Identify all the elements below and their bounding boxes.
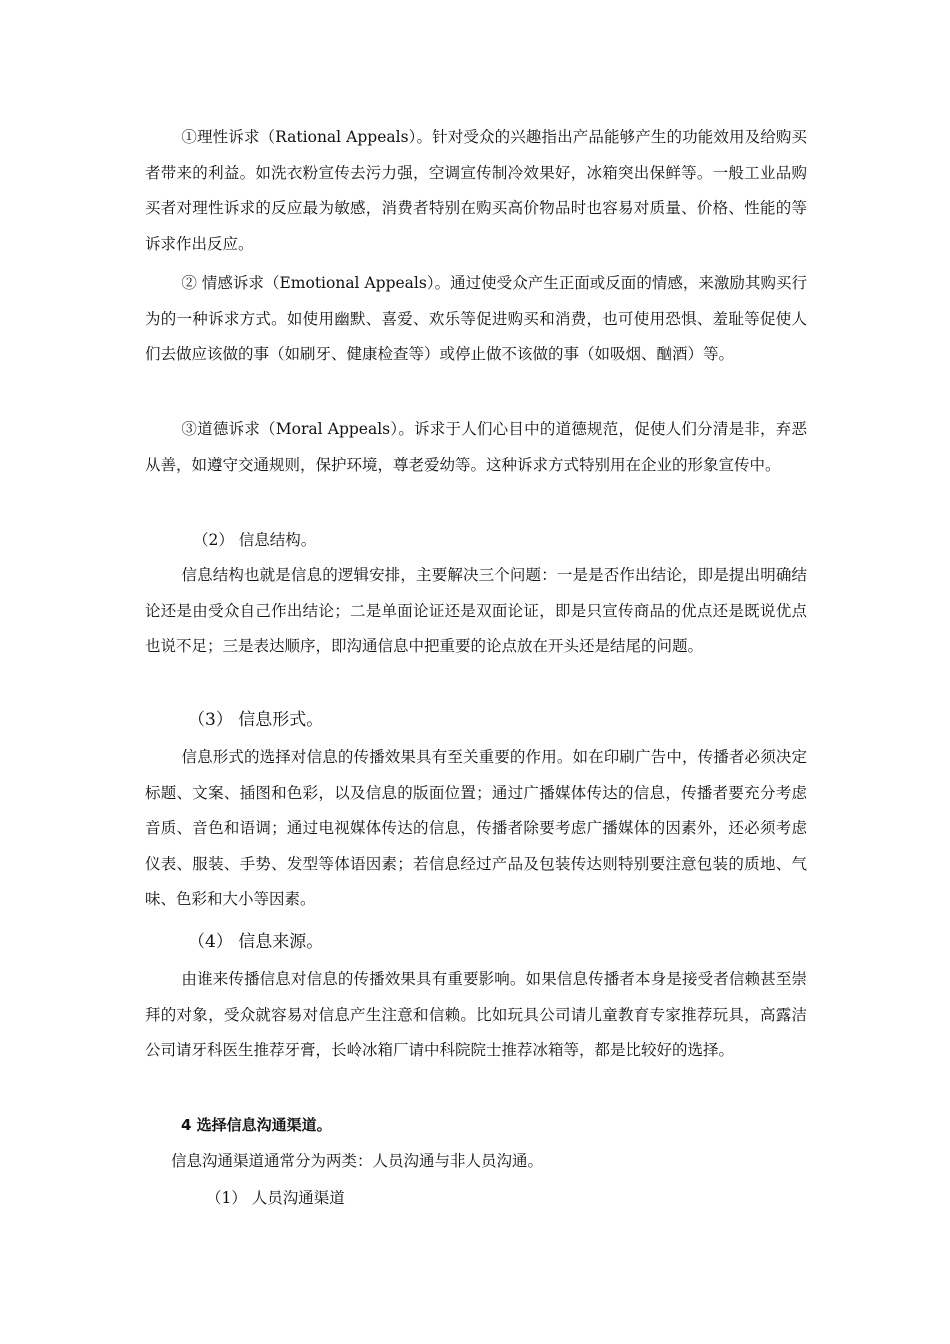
heading-information-source: （4） 信息来源。 <box>188 932 324 952</box>
heading-section-4: 4 选择信息沟通渠道。 <box>181 1116 332 1134</box>
paragraph-emotional-appeals: ② 情感诉求（Emotional Appeals）。通过使受众产生正面或反面的情感，来激励其购买行为的一种诉求方式。如使用幽默、喜爱、欢乐等促进购买和消费，也可使用恐惧、羞耻等促使人们去做应该做的事（如刷牙、健康检查等）或停止做不该做的事（如吸烟、酗酒）等。 <box>145 274 807 363</box>
paragraph-rational-appeals: ①理性诉求（Rational Appeals）。针对受众的兴趣指出产品能够产生的功能效用及给购买者带来的利益。如洗衣粉宣传去污力强，空调宣传制冷效果好，冰箱突出保鲜等。一般工业品购买者对理性诉求的反应最为敏感，消费者特别在购买高价物品时也容易对质量、价格、性能的等诉求作出反应。 <box>145 128 807 253</box>
paragraph-information-structure: 信息结构也就是信息的逻辑安排，主要解决三个问题：一是是否作出结论，即是提出明确结论还是由受众自己作出结论；二是单面论证还是双面论证，即是只宣传商品的优点还是既说优点也说不足；三是表达顺序，即沟通信息中把重要的论点放在开头还是结尾的问题。 <box>145 566 807 655</box>
paragraph-information-form: 信息形式的选择对信息的传播效果具有至关重要的作用。如在印刷广告中，传播者必须决定标题、文案、插图和色彩，以及信息的版面位置；通过广播媒体传达的信息，传播者要充分考虑音质、音色和语调；通过电视媒体传达的信息，传播者除要考虑广播媒体的因素外，还必须考虑仪表、服装、手势、发型等体语因素；若信息经过产品及包装传达则特别要注意包装的质地、气味、色彩和大小等因素。 <box>145 748 807 908</box>
heading-information-form: （3） 信息形式。 <box>188 710 324 730</box>
heading-personal-channels: （1） 人员沟通渠道 <box>206 1189 345 1207</box>
heading-information-structure: （2） 信息结构。 <box>193 531 317 549</box>
paragraph-channels-intro: 信息沟通渠道通常分为两类：人员沟通与非人员沟通。 <box>171 1152 544 1170</box>
paragraph-information-source: 由谁来传播信息对信息的传播效果具有重要影响。如果信息传播者本身是接受者信赖甚至崇拜的对象，受众就容易对信息产生注意和信赖。比如玩具公司请儿童教育专家推荐玩具，高露洁公司请牙科医生推荐牙膏，长岭冰箱厂请中科院院士推荐冰箱等，都是比较好的选择。 <box>145 970 807 1059</box>
paragraph-moral-appeals: ③道德诉求（Moral Appeals）。诉求于人们心目中的道德规范，促使人们分清是非，弃恶从善，如遵守交通规则，保护环境，尊老爱幼等。这种诉求方式特别用在企业的形象宣传中。 <box>145 420 807 474</box>
